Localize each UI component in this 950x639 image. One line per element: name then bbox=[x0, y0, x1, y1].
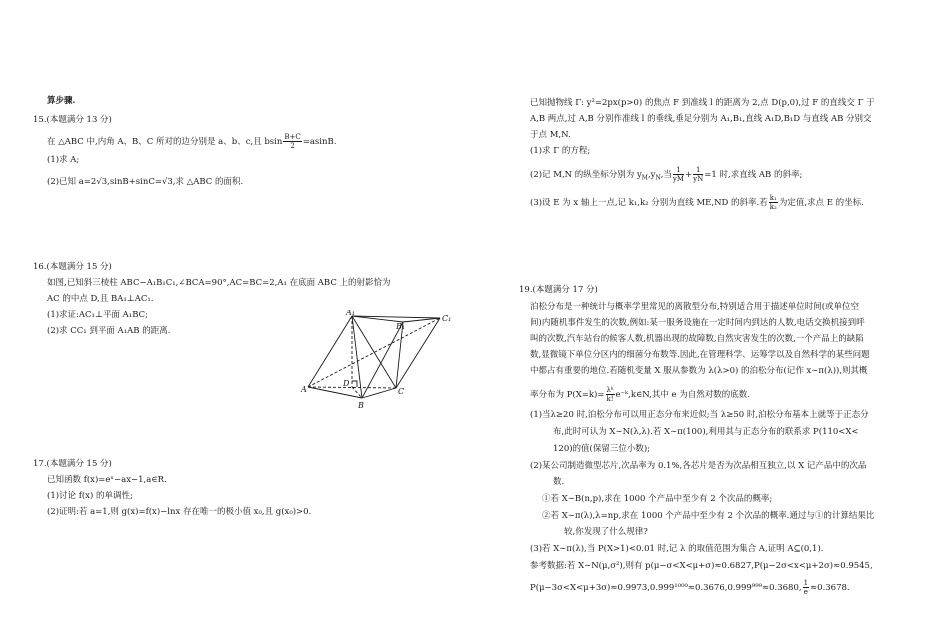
q19-ref2-fraction bbox=[803, 579, 809, 596]
q19-p4: 数,显微镜下单位分区内的细菌分布数等.因此,在管理科学、运筹学以及自然科学的某些问题 bbox=[530, 350, 870, 360]
q15-fraction bbox=[283, 133, 301, 150]
q18-stem3: 于点 M,N. bbox=[530, 130, 571, 140]
q19-header: 19.(本题满分 17 分) bbox=[519, 285, 598, 295]
q18-sub-n: N bbox=[655, 174, 661, 182]
q15-stem-b: =asinB. bbox=[302, 137, 337, 147]
q19-p5: 中都占有重要的地位.若随机变量 X 服从参数为 λ(λ>0) 的泊松分布(记作 x∼π(λ)),则其概 bbox=[530, 366, 868, 376]
q19-ref2-num: 1 bbox=[803, 579, 809, 587]
q16-header: 16.(本题满分 15 分) bbox=[33, 262, 112, 272]
q17-part2: (2)证明:若 a=1,则 g(x)=f(x)−lnx 存在唯一的极小值 x₀,且 g(x₀)>0. bbox=[47, 507, 312, 517]
q19-s2e: 较,你发现了什么规律? bbox=[564, 527, 648, 537]
q19-s1b: 布,此时可认为 X∼N(λ,λ).若 X∼π(100),利用其与正态分布的联系求 P(110<X< bbox=[553, 427, 859, 437]
q15-part1: (1)求 A; bbox=[47, 155, 80, 165]
left-column bbox=[0, 0, 470, 639]
q19-ref2-b: ≈0.3678. bbox=[810, 583, 850, 593]
q18-part3-b: 为定值,求点 E 的坐标. bbox=[778, 198, 864, 208]
label-a: A bbox=[301, 385, 307, 394]
q19-p6 bbox=[530, 386, 750, 403]
q18-part2 bbox=[530, 166, 802, 184]
q16-stem1: 如图,已知斜三棱柱 ABC−A₁B₁C₁,∠BCA=90°,AC=BC=2,A₁ 在底面 ABC 上的射影恰为 bbox=[47, 278, 391, 288]
label-a1: A₁ bbox=[346, 310, 355, 317]
q18-part3 bbox=[530, 194, 864, 211]
edge-b-c bbox=[362, 388, 396, 398]
q18-part1: (1)求 Γ 的方程; bbox=[530, 146, 591, 156]
q17-part1: (1)讨论 f(x) 的单调性; bbox=[47, 491, 133, 501]
q19-p6-b: e⁻ᵏ,k∈N,其中 e 为自然对数的底数. bbox=[615, 390, 750, 400]
q15-frac-num: B+C bbox=[284, 133, 301, 141]
q19-ref2-den: e bbox=[803, 588, 808, 596]
q15-header: 15.(本题满分 13 分) bbox=[33, 115, 112, 125]
label-c: C bbox=[398, 387, 405, 396]
q18-stem1: 已知抛物线 Γ: y²=2px(p>0) 的焦点 F 到准线 l 的距离为 2,点 D(p,0),过 F 的直线交 Γ 于 bbox=[530, 98, 875, 108]
q18-frac1-num: 1 bbox=[673, 166, 684, 175]
q19-ref1: 参考数据:若 X∼N(μ,σ²),则有 p(μ−σ<X<μ+σ)≈0.6827,P(μ−2σ<x<μ+2σ)≈0.9545, bbox=[530, 561, 873, 571]
q18-part2-b: ,当 bbox=[660, 170, 672, 180]
q19-p6-a: 率分布为 P(X=k)= bbox=[530, 390, 605, 400]
q15-stem-a: 在 △ABC 中,内角 A、B、C 所对的边分别是 a、b、c,且 bsin bbox=[47, 137, 283, 147]
right-angle-mark bbox=[352, 381, 357, 387]
q19-s2d: ②若 X∼π(λ),λ=np,求在 1000 个产品中至少有 2 个次品的概率.通过与①的计算结果比 bbox=[542, 511, 875, 521]
q18-part2-c: =1 时,求直线 AB 的斜率; bbox=[704, 170, 803, 180]
q19-pmf-num: λᵏ bbox=[606, 386, 614, 394]
edge-a1-a bbox=[308, 316, 352, 387]
label-c1: C₁ bbox=[442, 314, 452, 323]
q18-part2-mid: ,y bbox=[647, 170, 656, 180]
q19-s3: (3)若 X∼π(λ),当 P(X>1)<0.01 时,记 λ 的取值范围为集合 A,证明 A⊆(0,1). bbox=[530, 544, 824, 554]
q15-stem bbox=[47, 133, 336, 150]
q15-frac-den: 2 bbox=[290, 142, 295, 150]
q18-frac2-den: yN bbox=[693, 175, 704, 183]
carry-over-text: 算步骤. bbox=[47, 96, 76, 106]
q18-sub-m: M bbox=[641, 174, 648, 182]
q19-s1a: (1)当λ≥20 时,泊松分布可以用正态分布来近似;当 λ≥50 时,泊松分布基本上就等于正态分 bbox=[530, 410, 869, 420]
q18-part2-a: (2)记 M,N 的纵坐标分别为 y bbox=[530, 170, 642, 180]
q18-frac1 bbox=[673, 166, 684, 183]
q19-p3: 叫的次数,汽车站台的候客人数,机器出现的故障数,自然灾害发生的次数,一个产品上的缺陷 bbox=[530, 334, 864, 344]
q16-stem2: AC 的中点 D,且 BA₁⊥AC₁. bbox=[47, 294, 154, 304]
q18-frac2 bbox=[693, 166, 703, 183]
prism-figure bbox=[300, 310, 460, 410]
q18-frac2-num: 1 bbox=[693, 166, 703, 175]
q19-s2b: 数. bbox=[553, 477, 565, 487]
q19-pmf-den: k! bbox=[606, 395, 614, 403]
q19-ref2 bbox=[530, 579, 850, 596]
q19-s2a: (2)某公司制造微型芯片,次品率为 0.1%,各芯片是否为次品相互独立,以 X 记产品中的次品 bbox=[530, 461, 867, 471]
right-column bbox=[470, 0, 950, 639]
q18-frac3 bbox=[769, 194, 778, 211]
q17-stem: 已知函数 f(x)=eˣ−ax−1,a∈R. bbox=[47, 475, 167, 485]
label-b: B bbox=[358, 401, 364, 410]
label-b1: B₁ bbox=[396, 322, 406, 331]
q19-s2c: ①若 X∼B(n,p),求在 1000 个产品中至少有 2 个次品的概率; bbox=[542, 494, 773, 504]
q19-pmf-fraction bbox=[606, 386, 615, 403]
q18-stem2: A,B 两点,过 A,B 分别作准线 l 的垂线,垂足分别为 A₁,B₁,直线 A₁D,B₁D 与直线 AB 分别交 bbox=[530, 114, 872, 124]
q19-ref2-a: P(μ−3σ<X<μ+3σ)≈0.9973,0.999¹⁰⁰⁰≈0.3676,0.999⁹⁹⁹≈0.3680, bbox=[530, 583, 802, 593]
q18-frac3-num: k₁ bbox=[769, 194, 777, 202]
edge-a1-c bbox=[352, 316, 396, 388]
q18-plus: + bbox=[685, 170, 693, 180]
q17-header: 17.(本题满分 15 分) bbox=[33, 459, 112, 469]
q16-part2: (2)求 CC₁ 到平面 A₁AB 的距离. bbox=[47, 326, 171, 336]
q19-p2: 间)内随机事件发生的次数,例如:某一服务设施在一定时间内到达的人数,电话交换机接到呼 bbox=[530, 318, 865, 328]
label-d: D bbox=[343, 379, 350, 388]
q18-frac1-den: yM bbox=[672, 175, 685, 183]
q16-part1: (1)求证:AC₁⊥平面 A₁BC; bbox=[47, 310, 148, 320]
q15-part2: (2)已知 a=2√3,sinB+sinC=√3,求 △ABC 的面积. bbox=[47, 177, 244, 187]
q18-part3-a: (3)设 E 为 x 轴上一点,记 k₁,k₂ 分别为直线 ME,ND 的斜率.若 bbox=[530, 198, 768, 208]
q18-frac3-den: k₂ bbox=[769, 203, 777, 211]
q19-s1c: 120)的值(保留三位小数); bbox=[553, 444, 651, 454]
q19-p1: 泊松分布是一种统计与概率学里常见的离散型分布,特别适合用于描述单位时间(或单位空 bbox=[530, 302, 860, 312]
